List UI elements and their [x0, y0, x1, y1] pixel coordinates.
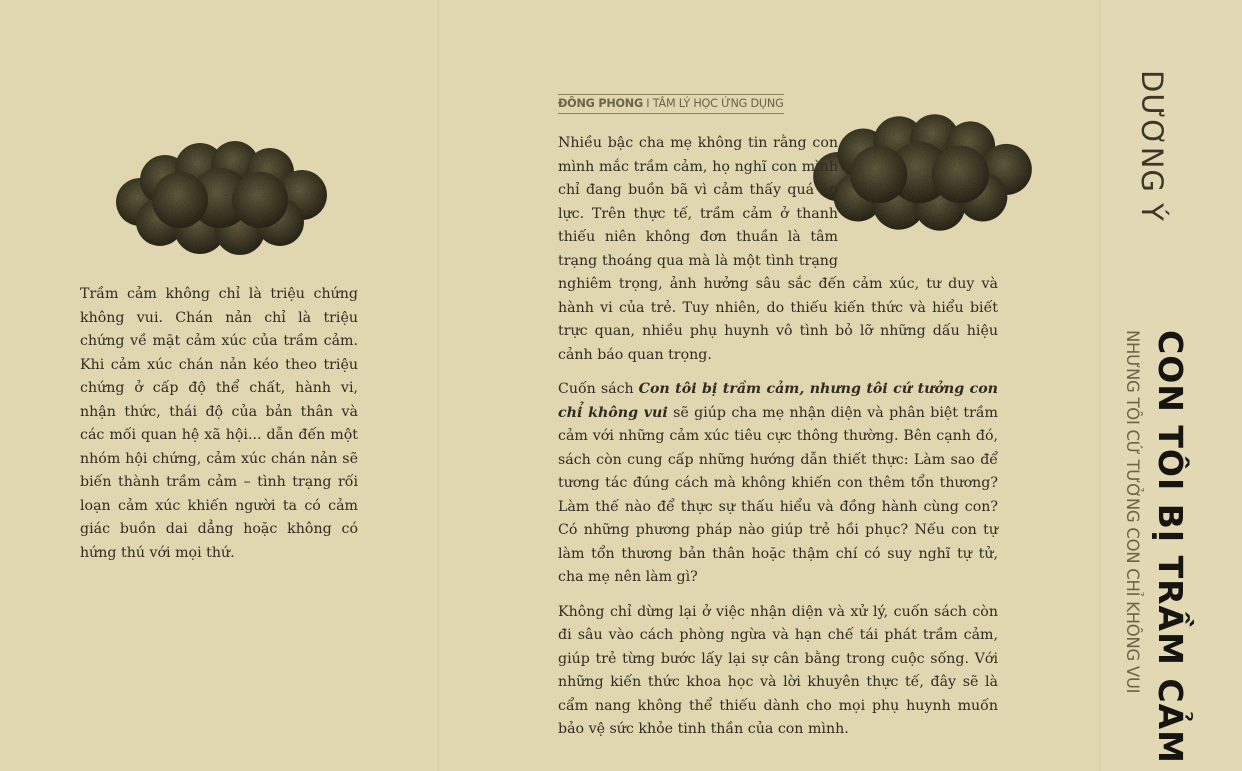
series-name: TÂM LÝ HỌC ỨNG DỤNG: [652, 97, 784, 110]
back-cover: [439, 0, 1100, 771]
blurb-paragraph-1: Nhiều bậc cha mẹ không tin rằng con mình mắc trầm cảm, họ nghĩ con mình chỉ đang buồn bã vì cảm thấy quá áp lực. Trên thực tế, trầm cảm ở thanh thiếu niên không đơn thuần là tâm trạng thoáng qua mà là một tình trạng nghiêm trọng, ảnh hưởng sâu sắc đến cảm xúc, tư duy và hành vi của trẻ. Tuy nhiên, do thiếu kiến thức và hiểu biết trực quan, nhiều phụ huynh vô tình bỏ lỡ những dấu hiệu cảnh báo quan trọng.: [558, 135, 998, 363]
book-title-inline: Con tôi bị trầm cảm, nhưng tôi cứ tưởng con chỉ không vui: [558, 381, 999, 421]
paragraph-2-rest: sẽ giúp cha mẹ nhận diện và phân biệt trầm cảm với những cảm xúc tiêu cực thông thường. Bên cạnh đó, sách còn cung cấp những hướng dẫn thiết thực: Làm sao để tương tác đúng cách mà không khiến con thêm tổn thương? Làm thế nào để thực sự thấu hiểu và đồng hành cùng con? Có những phương pháp nào giúp trẻ hồi phục? Nếu con tự làm tổn thương bản thân hoặc thậm chí có suy nghĩ tự tử, cha mẹ nên làm gì?: [558, 404, 998, 585]
paragraph-2-prefix: Cuốn sách: [558, 381, 639, 397]
spine: [1100, 0, 1242, 771]
blurb-paragraph-3: Không chỉ dừng lại ở việc nhận diện và xử lý, cuốn sách còn đi sâu vào cách phòng ngừa và hạn chế tái phát trầm cảm, giúp trẻ từng bước lấy lại sự cân bằng trong cuộc sống. Với những kiến thức khoa học và lời khuyên thực tế, đây sẽ là cẩm nang không thể thiếu dành cho mọi phụ huynh muốn bảo vệ sức khỏe tinh thần của con mình.: [558, 603, 998, 737]
series-separator: I: [642, 97, 653, 110]
spine-title: CON TÔI BỊ TRẦM CẢM: [1151, 330, 1190, 765]
flap-blurb: Trầm cảm không chỉ là triệu chứng không vui. Chán nản chỉ là triệu chứng về mặt cảm xúc của trầm cảm. Khi cảm xúc chán nản kéo theo triệu chứng ở cấp độ thể chất, hành vi, nhận thức, thái độ của bản thân và các mối quan hệ xã hội... dẫn đến một nhóm hội chứng, cảm xúc chán nản sẽ biến thành trầm cảm – tình trạng rối loạn cảm xúc khiến người ta có cảm giác buồn dai dẳng hoặc không có hứng thú với mọi thứ.: [80, 286, 358, 561]
spine-subtitle: NHƯNG TÔI CỨ TƯỞNG CON CHỈ KHÔNG VUI: [1123, 330, 1142, 694]
blurb-paragraph-2: [558, 378, 998, 590]
publisher-name: ĐÔNG PHONG: [558, 97, 643, 110]
cloud-illustration: [110, 140, 335, 260]
spine-author: DƯƠNG Ý: [1135, 70, 1169, 222]
publisher-series-label: [558, 94, 784, 114]
front-flap: [0, 0, 439, 771]
